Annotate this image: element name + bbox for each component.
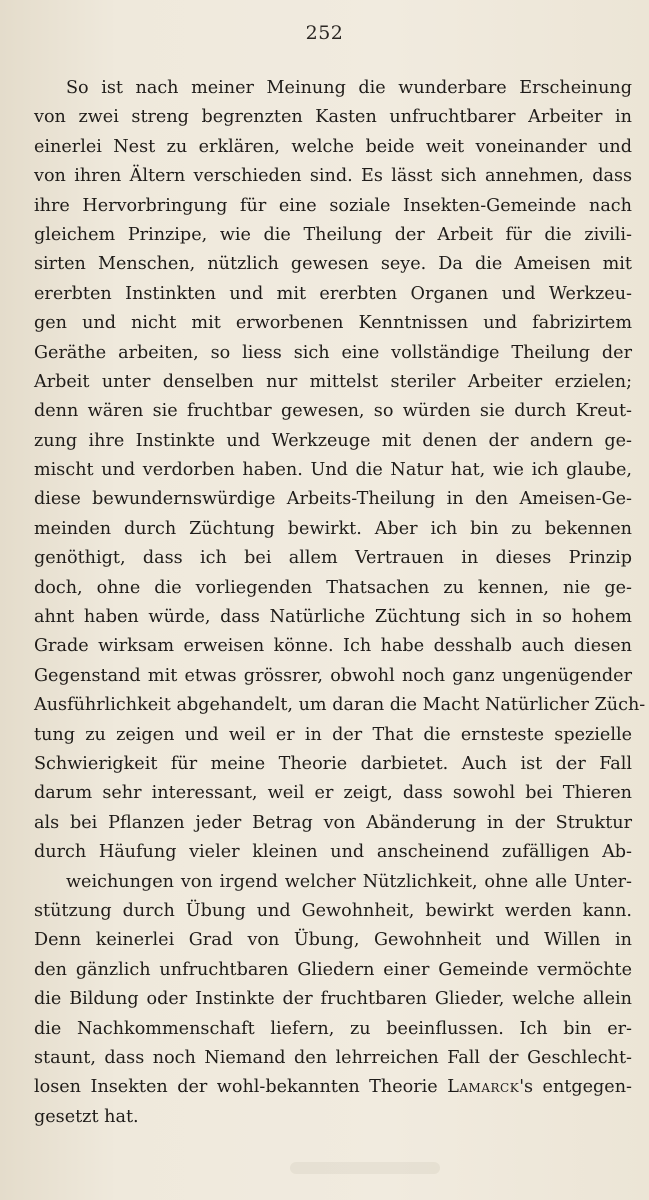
text-line: mischt und verdorben haben. Und die Natur hat, wie ich glaube, xyxy=(34,460,632,481)
text-line: gen und nicht mit erworbenen Kenntnissen und fabrizirtem xyxy=(34,313,632,334)
text-line: zung ihre Instinkte und Werkzeuge mit denen der andern ge- xyxy=(34,430,632,451)
text-line: den gänzlich unfruchtbaren Gliedern einer Gemeinde vermöchte xyxy=(34,959,632,980)
text-line: weichungen von irgend welcher Nützlichkeit, ohne alle Unter- xyxy=(66,871,632,892)
text-line: tung zu zeigen und weil er in der That die ernsteste spezielle xyxy=(34,724,632,745)
text-line: Denn keinerlei Grad von Übung, Gewohnheit und Willen in xyxy=(34,930,632,951)
text-line: von zwei streng begrenzten Kasten unfruchtbarer Arbeiter in xyxy=(34,107,632,128)
show-through-smudge xyxy=(290,1162,440,1174)
text-line: als bei Pflanzen jeder Betrag von Abänderung in der Struktur xyxy=(34,812,632,833)
text-fragment: losen Insekten der wohl-bekannten Theorie xyxy=(34,1077,438,1098)
text-line: Arbeit unter denselben nur mittelst steriler Arbeiter erzielen; xyxy=(34,371,632,392)
page-number: 252 xyxy=(305,22,344,44)
text-line: gesetzt hat. xyxy=(34,1106,139,1127)
text-line: die Nachkommenschaft liefern, zu beeinflussen. Ich bin er- xyxy=(34,1018,632,1039)
body-paragraph xyxy=(34,74,646,1132)
text-line: meinden durch Züchtung bewirkt. Aber ich bin zu bekennen xyxy=(34,518,632,539)
text-line: ahnt haben würde, dass Natürliche Züchtung sich in so hohem xyxy=(34,607,632,628)
text-line: gleichem Prinzipe, wie die Theilung der Arbeit für die zivili- xyxy=(34,224,632,245)
text-line: Gegenstand mit etwas grössrer, obwohl noch ganz ungenügender xyxy=(34,665,632,686)
text-line: denn wären sie fruchtbar gewesen, so würden sie durch Kreut- xyxy=(34,401,632,422)
text-line: durch Häufung vieler kleinen und anscheinend zufälligen Ab- xyxy=(34,842,632,863)
author-name: Lamarck xyxy=(447,1077,520,1098)
text-line-with-author xyxy=(34,1073,632,1102)
text-line: staunt, dass noch Niemand den lehrreichen Fall der Geschlecht- xyxy=(34,1047,632,1068)
text-line: stützung durch Übung und Gewohnheit, bewirkt werden kann. xyxy=(34,900,632,921)
text-line: Schwierigkeit für meine Theorie darbietet. Auch ist der Fall xyxy=(34,753,632,774)
text-line: von ihren Ältern verschieden sind. Es lässt sich annehmen, dass xyxy=(34,166,632,187)
text-line: diese bewundernswürdige Arbeits-Theilung in den Ameisen-Ge- xyxy=(34,489,632,510)
text-fragment: 's entgegen- xyxy=(519,1077,632,1098)
text-line: einerlei Nest zu erklären, welche beide weit voneinander und xyxy=(34,136,632,157)
text-line: genöthigt, dass ich bei allem Vertrauen in dieses Prinzip xyxy=(34,548,632,569)
text-line: doch, ohne die vorliegenden Thatsachen zu kennen, nie ge- xyxy=(34,577,632,598)
text-line: Geräthe arbeiten, so liess sich eine vollständige Theilung der xyxy=(34,342,632,363)
text-line: Ausführlichkeit abgehandelt, um daran die Macht Natürlicher Züch- xyxy=(34,695,646,716)
text-line: Grade wirksam erweisen könne. Ich habe desshalb auch diesen xyxy=(34,636,632,657)
text-line: So ist nach meiner Meinung die wunderbare Erscheinung xyxy=(66,78,632,98)
text-line: ererbten Instinkten und mit ererbten Organen und Werkzeu- xyxy=(34,283,632,304)
text-line: sirten Menschen, nützlich gewesen seye. Da die Ameisen mit xyxy=(34,254,632,275)
text-line: ihre Hervorbringung für eine soziale Insekten-Gemeinde nach xyxy=(34,195,632,216)
text-line: darum sehr interessant, weil er zeigt, dass sowohl bei Thieren xyxy=(34,783,632,804)
text-line: die Bildung oder Instinkte der fruchtbaren Glieder, welche allein xyxy=(34,989,632,1010)
